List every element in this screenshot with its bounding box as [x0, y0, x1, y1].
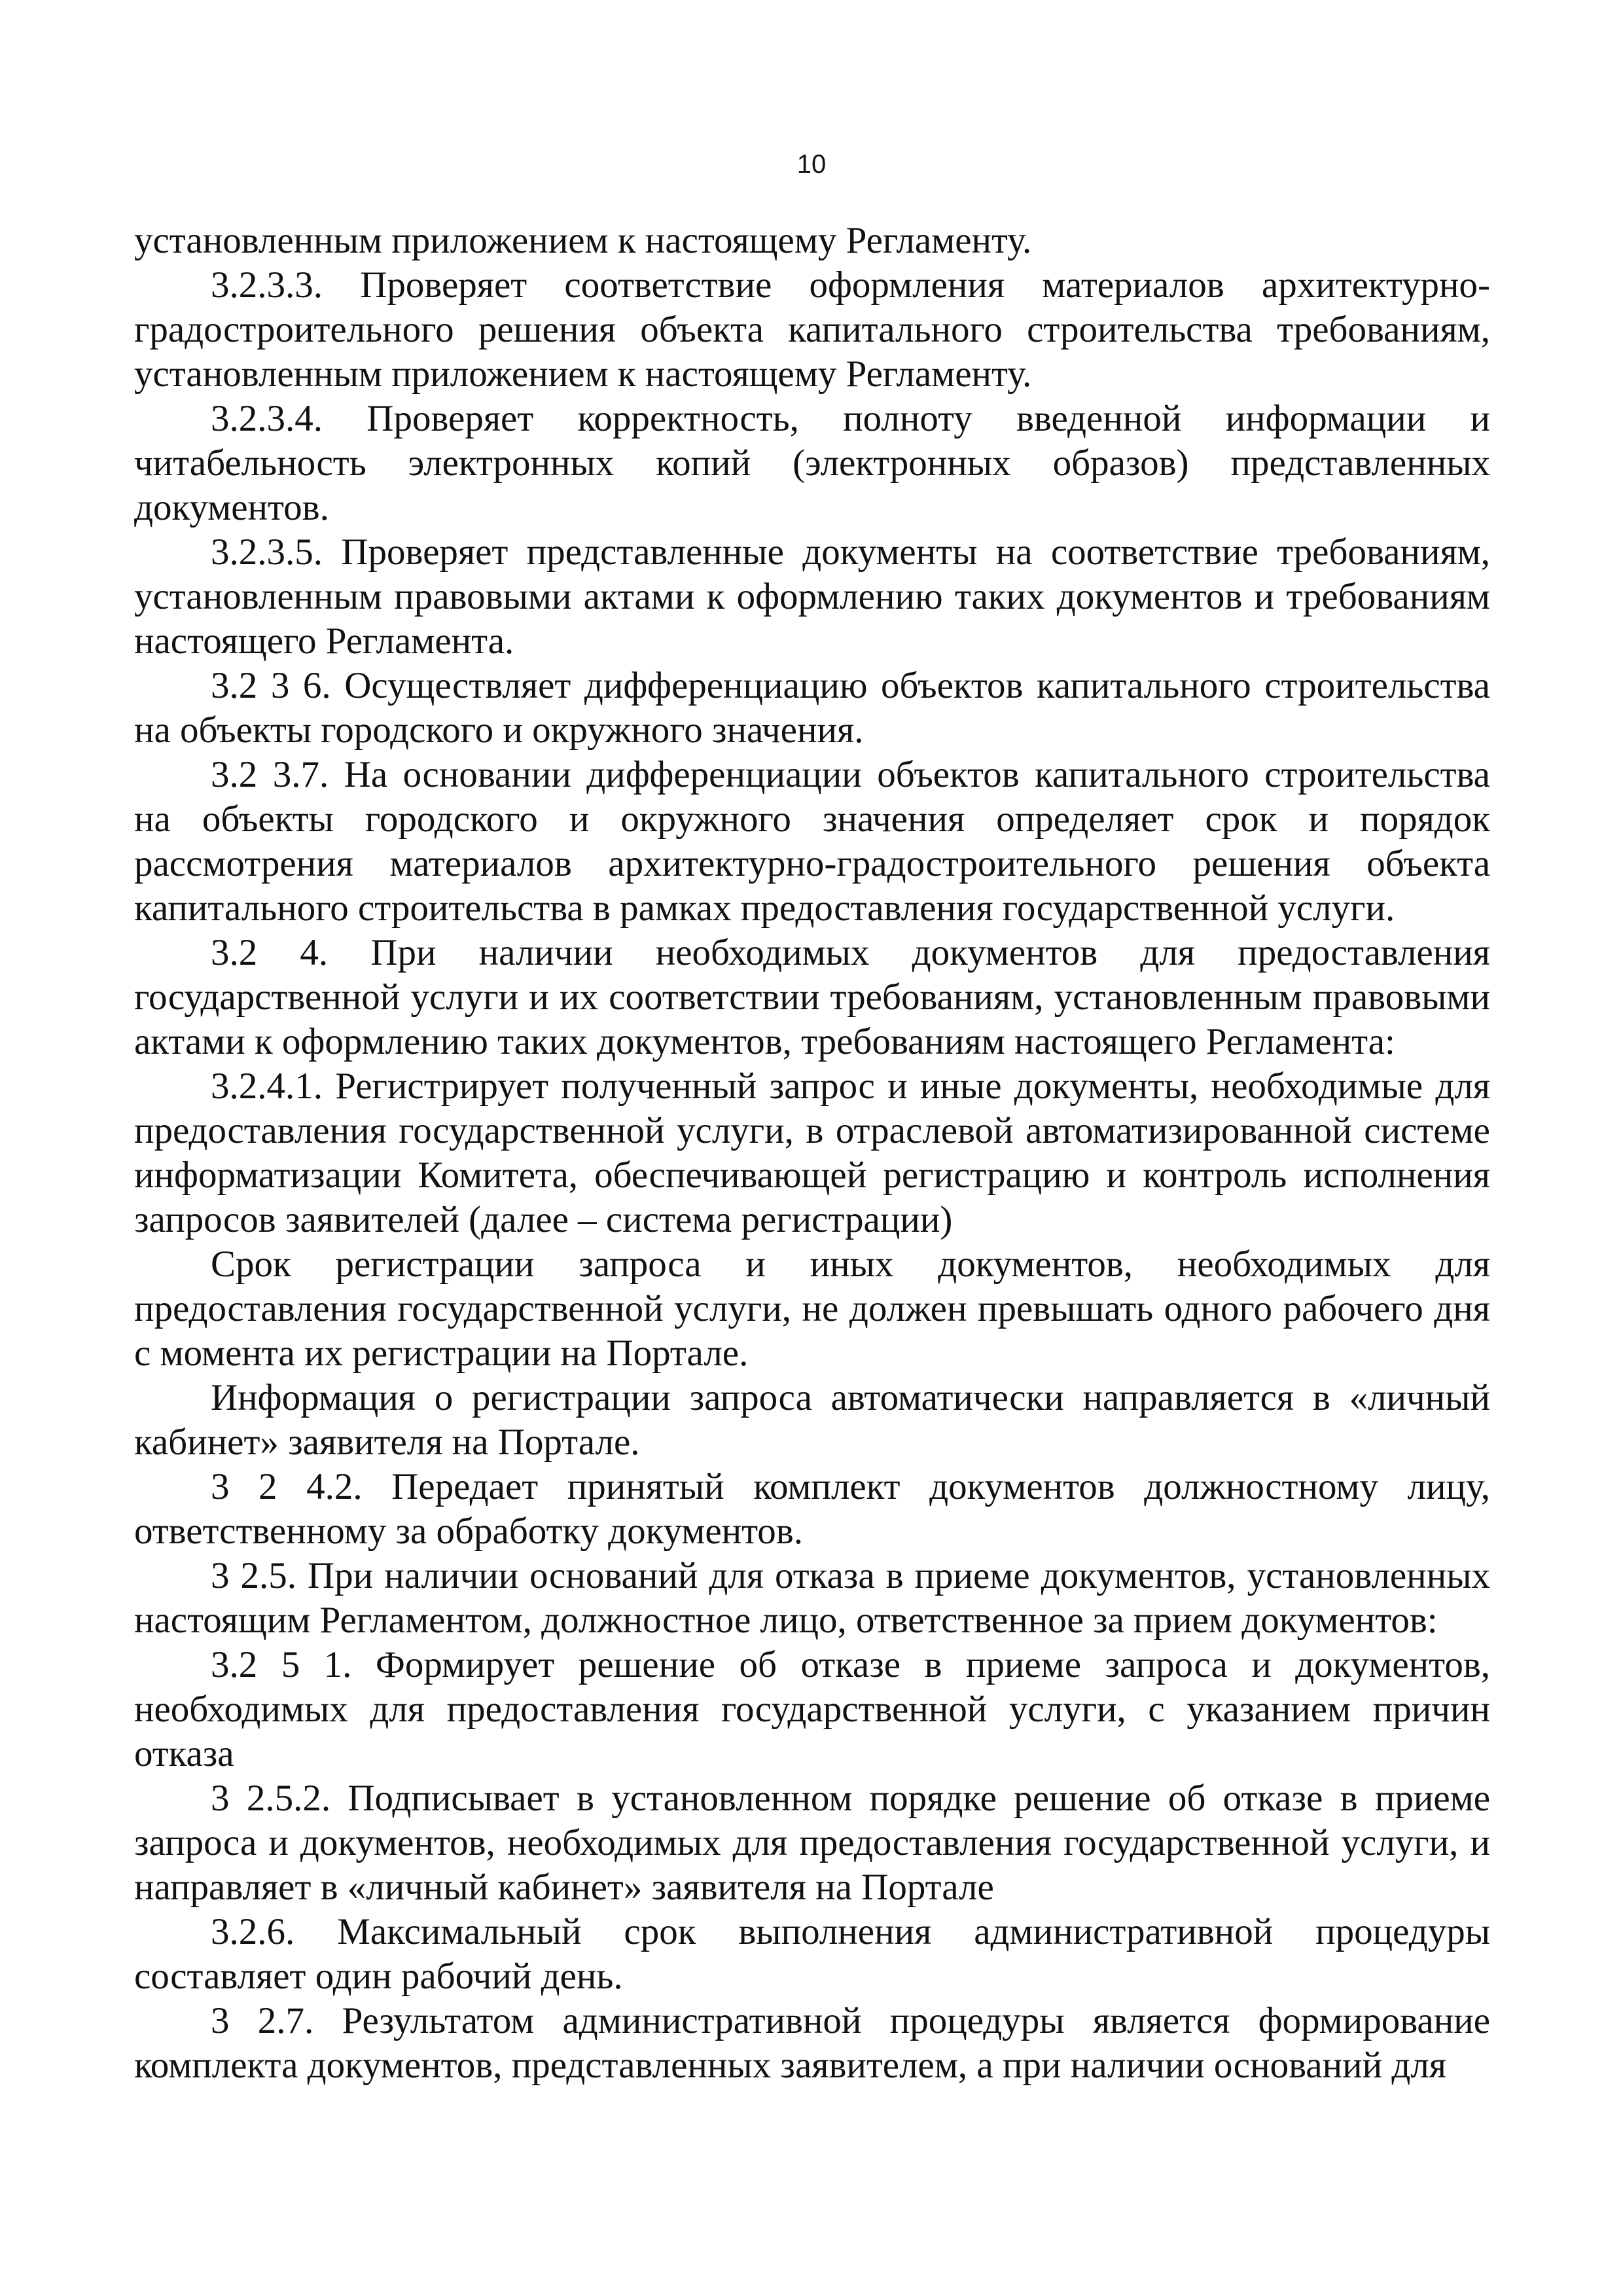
paragraph-3-2-5-1: 3.2 5 1. Формирует решение об отказе в приеме запроса и документов, необходимых для предоставления государственной услуги, с указанием причин отказа [134, 1644, 1490, 1774]
paragraph-3-2-3-5: 3.2.3.5. Проверяет представленные документы на соответствие требованиям, установленным правовыми актами к оформлению таких документов и требованиям настоящего Регламента. [134, 531, 1490, 662]
paragraph-3-2-3-4: 3.2.3.4. Проверяет корректность, полноту введенной информации и читабельность электронных копий (электронных образов) представленных документов. [134, 398, 1490, 528]
paragraph-registration-term: Срок регистрации запроса и иных документов, необходимых для предоставления государственной услуги, не должен превышать одного рабочего дня с момента их регистрации на Портале. [134, 1244, 1490, 1374]
paragraph-3-2-4-2: 3 2 4.2. Передает принятый комплект документов должностному лицу, ответственному за обработку документов. [134, 1466, 1490, 1552]
paragraph-continuation: установленным приложением к настоящему Регламенту. [134, 220, 1032, 261]
paragraph-3-2-7: 3 2.7. Результатом административной процедуры является формирование комплекта документов, представленных заявителем, а при наличии оснований для [134, 2000, 1490, 2086]
paragraph-3-2-3-3: 3.2.3.3. Проверяет соответствие оформления материалов архитектурно-градостроительного решения объекта капитального строительства требованиям, установленным приложением к настоящему Регламенту. [134, 264, 1490, 395]
paragraph-3-2-4: 3.2 4. При наличии необходимых документов для предоставления государственной услуги и их соответствии требованиям, установленным правовыми актами к оформлению таких документов, требованиям настоящего Регламента: [134, 932, 1490, 1062]
paragraph-3-2-5-2: 3 2.5.2. Подписывает в установленном порядке решение об отказе в приеме запроса и документов, необходимых для предоставления государственной услуги, и направляет в «личный кабинет» заявителя на Портале [134, 1778, 1490, 1908]
paragraph-3-2-4-1: 3.2.4.1. Регистрирует полученный запрос и иные документы, необходимые для предоставления государственной услуги, в отраслевой автоматизированной системе информатизации Комитета, обеспечивающей регистрацию и контроль исполнения запросов заявителей (далее – система регистрации) [134, 1066, 1490, 1240]
paragraph-3-2-3-7: 3.2 3.7. На основании дифференциации объектов капитального строительства на объекты городского и окружного значения определяет срок и порядок рассмотрения материалов архитектурно-градостроительного решения объекта капитального строительства в рамках предоставления государственной услуги. [134, 754, 1490, 929]
paragraph-3-2-5: 3 2.5. При наличии оснований для отказа в приеме документов, установленных настоящим Регламентом, должностное лицо, ответственное за прием документов: [134, 1555, 1490, 1641]
paragraph-registration-info: Информация о регистрации запроса автоматически направляется в «личный кабинет» заявителя на Портале. [134, 1377, 1490, 1463]
document-body [134, 219, 1490, 2088]
paragraph-3-2-6: 3.2.6. Максимальный срок выполнения административной процедуры составляет один рабочий день. [134, 1911, 1490, 1997]
page-number: 10 [796, 150, 827, 179]
paragraph-3-2-3-6: 3.2 3 6. Осуществляет дифференциацию объектов капитального строительства на объекты городского и окружного значения. [134, 665, 1490, 751]
